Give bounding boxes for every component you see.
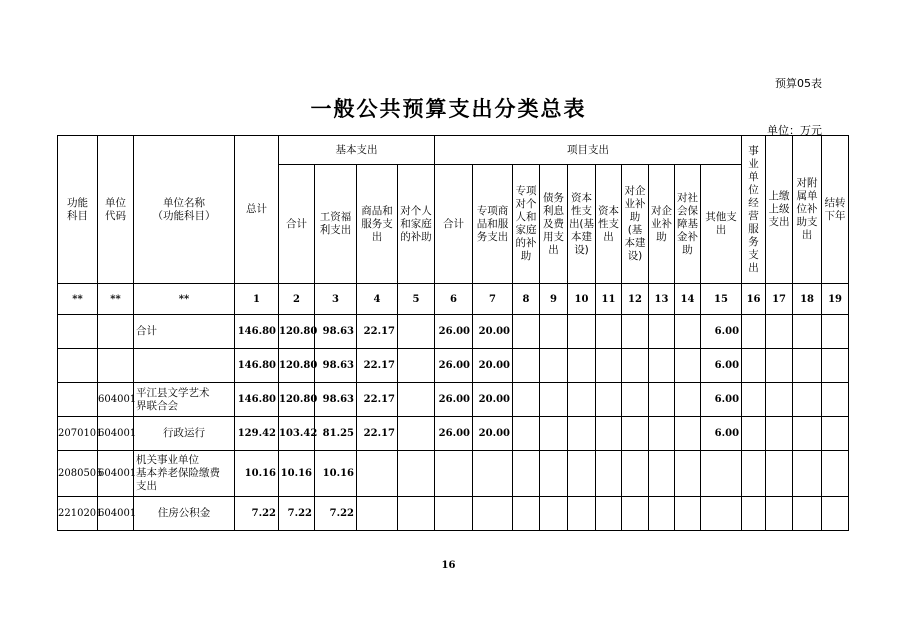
value-cell (568, 417, 596, 451)
value-cell (473, 451, 513, 497)
value-cell: 7.22 (315, 497, 357, 531)
value-cell (398, 417, 435, 451)
value-cell (596, 383, 622, 417)
value-cell (649, 497, 675, 531)
header-project-col: 资本 性支 出 (596, 165, 622, 284)
value-cell: 26.00 (435, 315, 473, 349)
value-cell: 22.17 (357, 349, 398, 383)
page-number: 16 (441, 560, 456, 571)
value-cell (540, 383, 568, 417)
column-number: 16 (742, 284, 766, 315)
value-cell (675, 417, 701, 451)
column-number: 6 (435, 284, 473, 315)
value-cell: 103.42 (279, 417, 315, 451)
value-cell: 10.16 (235, 451, 279, 497)
unit-code-cell: 604001 (98, 417, 134, 451)
header-basic-col: 合计 (279, 165, 315, 284)
table-row (58, 315, 849, 349)
column-number: 10 (568, 284, 596, 315)
value-cell: 10.16 (315, 451, 357, 497)
value-cell: 22.17 (357, 315, 398, 349)
header-project-col: 合计 (435, 165, 473, 284)
value-cell (766, 315, 793, 349)
header-project-col: 专项商 品和服 务支出 (473, 165, 513, 284)
value-cell: 81.25 (315, 417, 357, 451)
value-cell (596, 417, 622, 451)
value-cell (622, 497, 649, 531)
value-cell (357, 497, 398, 531)
value-cell (622, 315, 649, 349)
value-cell (649, 315, 675, 349)
value-cell: 26.00 (435, 349, 473, 383)
unit-name-cell: 平江县文学艺术 界联合会 (134, 383, 235, 417)
value-cell (822, 315, 849, 349)
value-cell: 120.80 (279, 315, 315, 349)
unit-code-cell (98, 349, 134, 383)
value-cell (568, 451, 596, 497)
unit-code-cell: 604001 (98, 451, 134, 497)
value-cell: 7.22 (235, 497, 279, 531)
value-cell (742, 315, 766, 349)
value-cell: 22.17 (357, 383, 398, 417)
header-project-col: 其他支 出 (701, 165, 742, 284)
header-project-col: 资本 性支 出(基 本建 设) (568, 165, 596, 284)
value-cell (675, 383, 701, 417)
header-project-col: 债务 利息 及费 用支 出 (540, 165, 568, 284)
header-carryover: 结转 下年 (822, 136, 849, 284)
value-cell (473, 497, 513, 531)
value-cell (766, 497, 793, 531)
unit-code-cell: 604001 (98, 497, 134, 531)
value-cell (793, 497, 822, 531)
value-cell: 26.00 (435, 417, 473, 451)
value-cell (513, 417, 540, 451)
value-cell (793, 315, 822, 349)
column-number: 5 (398, 284, 435, 315)
value-cell (793, 451, 822, 497)
table-code: 预算05表 (775, 77, 822, 90)
value-cell (701, 497, 742, 531)
value-cell (675, 315, 701, 349)
header-basic-col: 工资福 利支出 (315, 165, 357, 284)
value-cell (513, 315, 540, 349)
column-number: 18 (793, 284, 822, 315)
unit-name-cell: 行政运行 (134, 417, 235, 451)
value-cell (822, 497, 849, 531)
header-project-col: 对企 业补 助 (基 本建 设) (622, 165, 649, 284)
table-row (58, 383, 849, 417)
value-cell (649, 451, 675, 497)
value-cell (766, 383, 793, 417)
header-unit-name: 单位名称 （功能科目） (134, 136, 235, 284)
column-number: 19 (822, 284, 849, 315)
value-cell: 26.00 (435, 383, 473, 417)
header-upper: 上缴 上级 支出 (766, 136, 793, 284)
value-cell (766, 451, 793, 497)
value-cell (649, 383, 675, 417)
value-cell: 22.17 (357, 417, 398, 451)
page-title: 一般公共预算支出分类总表 (310, 97, 587, 121)
header-basic-col: 对个人 和家庭 的补助 (398, 165, 435, 284)
value-cell: 120.80 (279, 349, 315, 383)
value-cell: 98.63 (315, 315, 357, 349)
value-cell (357, 451, 398, 497)
value-cell (568, 315, 596, 349)
value-cell (540, 497, 568, 531)
value-cell (596, 315, 622, 349)
column-number: ** (58, 284, 98, 315)
header-business: 事 业 单 位 经 营 服 务 支 出 (742, 136, 766, 284)
unit-label: 单位：万元 (767, 124, 822, 137)
value-cell: 6.00 (701, 315, 742, 349)
value-cell: 20.00 (473, 383, 513, 417)
value-cell (742, 417, 766, 451)
column-number: 9 (540, 284, 568, 315)
value-cell: 98.63 (315, 349, 357, 383)
value-cell (622, 451, 649, 497)
value-cell (822, 417, 849, 451)
value-cell (398, 315, 435, 349)
header-unit-code: 单位 代码 (98, 136, 134, 284)
value-cell (398, 497, 435, 531)
column-number: ** (134, 284, 235, 315)
unit-name-cell: 合计 (134, 315, 235, 349)
value-cell (675, 451, 701, 497)
unit-name-cell: 住房公积金 (134, 497, 235, 531)
table-row (58, 497, 849, 531)
unit-code-cell (98, 315, 134, 349)
column-number: ** (98, 284, 134, 315)
value-cell (540, 315, 568, 349)
value-cell (622, 383, 649, 417)
value-cell (742, 451, 766, 497)
value-cell: 146.80 (235, 315, 279, 349)
value-cell (513, 383, 540, 417)
header-basic: 基本支出 (279, 136, 435, 165)
value-cell: 7.22 (279, 497, 315, 531)
column-number: 7 (473, 284, 513, 315)
value-cell (675, 349, 701, 383)
value-cell (675, 497, 701, 531)
header-basic-col: 商品和 服务支 出 (357, 165, 398, 284)
value-cell: 6.00 (701, 349, 742, 383)
column-number: 14 (675, 284, 701, 315)
value-cell (513, 349, 540, 383)
column-number: 2 (279, 284, 315, 315)
value-cell: 20.00 (473, 315, 513, 349)
column-number: 8 (513, 284, 540, 315)
column-number: 13 (649, 284, 675, 315)
value-cell (568, 349, 596, 383)
column-number: 17 (766, 284, 793, 315)
value-cell (649, 349, 675, 383)
header-subordinate: 对附 属单 位补 助支 出 (793, 136, 822, 284)
value-cell (766, 417, 793, 451)
header-project-col: 对社 会保 障基 金补 助 (675, 165, 701, 284)
value-cell: 146.80 (235, 383, 279, 417)
value-cell (822, 383, 849, 417)
column-number: 3 (315, 284, 357, 315)
value-cell (742, 497, 766, 531)
value-cell: 129.42 (235, 417, 279, 451)
value-cell (398, 383, 435, 417)
header-project-col: 对企 业补 助 (649, 165, 675, 284)
value-cell (622, 349, 649, 383)
column-number: 15 (701, 284, 742, 315)
unit-name-cell (134, 349, 235, 383)
value-cell (622, 417, 649, 451)
column-number: 1 (235, 284, 279, 315)
value-cell: 6.00 (701, 383, 742, 417)
value-cell (742, 383, 766, 417)
value-cell: 146.80 (235, 349, 279, 383)
value-cell (540, 451, 568, 497)
func-subject-cell (58, 349, 98, 383)
value-cell (568, 497, 596, 531)
value-cell (398, 349, 435, 383)
value-cell: 10.16 (279, 451, 315, 497)
unit-code-cell: 604001 (98, 383, 134, 417)
header-project: 项目支出 (435, 136, 742, 165)
value-cell: 98.63 (315, 383, 357, 417)
value-cell (596, 497, 622, 531)
value-cell: 20.00 (473, 349, 513, 383)
value-cell (596, 451, 622, 497)
value-cell (513, 451, 540, 497)
header-total: 总计 (235, 136, 279, 284)
column-number: 4 (357, 284, 398, 315)
table-row (58, 417, 849, 451)
value-cell (540, 349, 568, 383)
value-cell: 6.00 (701, 417, 742, 451)
table-row (58, 451, 849, 497)
value-cell (568, 383, 596, 417)
value-cell (398, 451, 435, 497)
column-number: 11 (596, 284, 622, 315)
value-cell (742, 349, 766, 383)
value-cell (793, 383, 822, 417)
value-cell (822, 349, 849, 383)
value-cell (793, 417, 822, 451)
unit-name-cell: 机关事业单位 基本养老保险缴费 支出 (134, 451, 235, 497)
value-cell (822, 451, 849, 497)
header-func-subject: 功能 科目 (58, 136, 98, 284)
value-cell: 20.00 (473, 417, 513, 451)
func-subject-cell: 2070101 (58, 417, 98, 451)
func-subject-cell: 2080505 (58, 451, 98, 497)
func-subject-cell (58, 315, 98, 349)
table-row (58, 349, 849, 383)
func-subject-cell (58, 383, 98, 417)
value-cell: 120.80 (279, 383, 315, 417)
value-cell (596, 349, 622, 383)
column-number: 12 (622, 284, 649, 315)
value-cell (766, 349, 793, 383)
value-cell (793, 349, 822, 383)
value-cell (649, 417, 675, 451)
budget-table (57, 135, 849, 531)
header-project-col: 专项 对个 人和 家庭 的补 助 (513, 165, 540, 284)
value-cell (435, 497, 473, 531)
value-cell (513, 497, 540, 531)
value-cell (701, 451, 742, 497)
value-cell (435, 451, 473, 497)
func-subject-cell: 2210201 (58, 497, 98, 531)
value-cell (540, 417, 568, 451)
